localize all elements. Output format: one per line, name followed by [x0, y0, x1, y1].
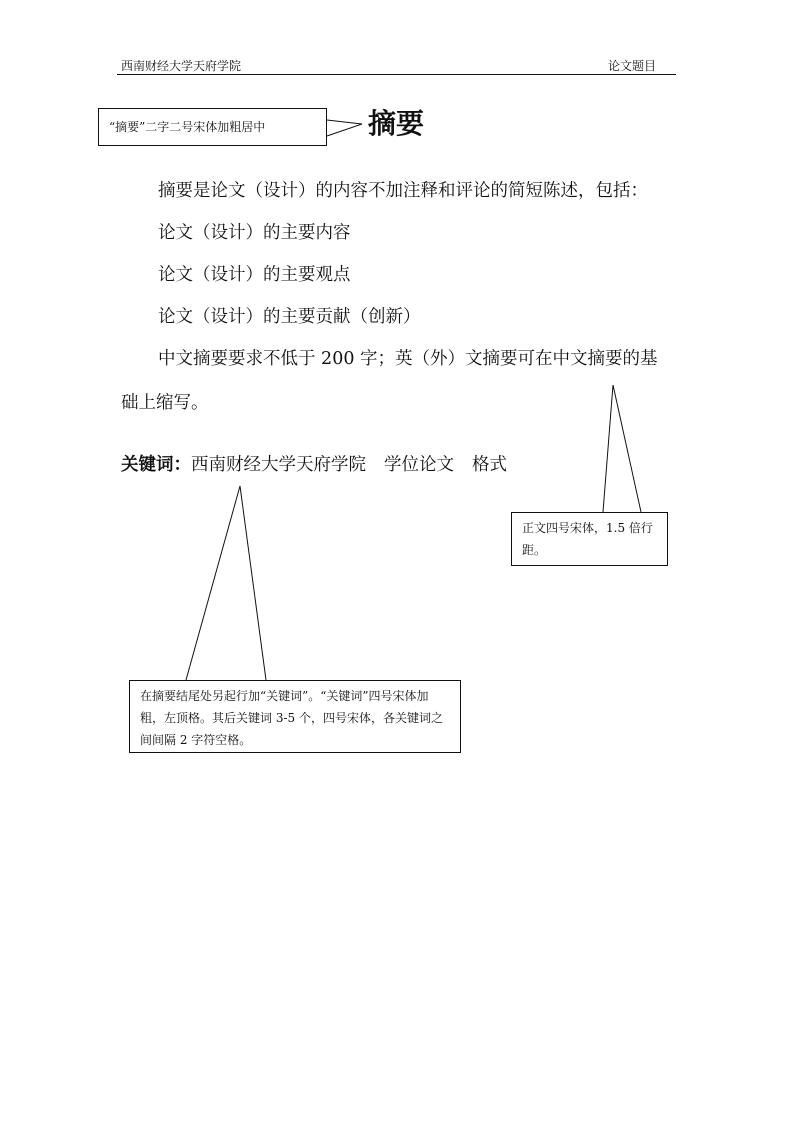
keywords-label: 关键词： — [121, 455, 191, 475]
body-callout-pointer — [603, 385, 641, 512]
keyword-item: 格式 — [472, 455, 507, 475]
abstract-paragraph-4: 论文（设计）的主要贡献（创新） — [158, 307, 421, 327]
title-callout-pointer — [327, 120, 362, 136]
header-school-name: 西南财经大学天府学院 — [121, 59, 242, 73]
abstract-paragraph-5-line-1: 中文摘要要求不低于 200 字；英（外）文摘要可在中文摘要的基 — [158, 349, 658, 369]
keyword-item: 学位论文 — [384, 455, 454, 475]
header-thesis-title: 论文题目 — [608, 59, 657, 73]
title-format-callout: “摘要”二字二号宋体加粗居中 — [98, 108, 327, 146]
page-title: 摘要 — [368, 107, 425, 140]
abstract-paragraph-3: 论文（设计）的主要观点 — [158, 265, 351, 285]
abstract-paragraph-5-line-2: 础上缩写。 — [121, 393, 209, 413]
keywords-line — [121, 453, 507, 477]
keyword-callout-pointer — [186, 486, 266, 680]
body-format-callout: 正文四号宋体，1.5 倍行距。 — [511, 512, 668, 566]
abstract-paragraph-2: 论文（设计）的主要内容 — [158, 223, 351, 243]
keyword-item: 西南财经大学天府学院 — [191, 455, 366, 475]
keyword-format-callout: 在摘要结尾处另起行加“关键词”。“关键词”四号宋体加粗，左顶格。其后关键词 3-5 个，四号宋体，各关键词之间间隔 2 字符空格。 — [129, 680, 461, 753]
abstract-paragraph-1: 摘要是论文（设计）的内容不加注释和评论的简短陈述，包括： — [158, 181, 648, 201]
